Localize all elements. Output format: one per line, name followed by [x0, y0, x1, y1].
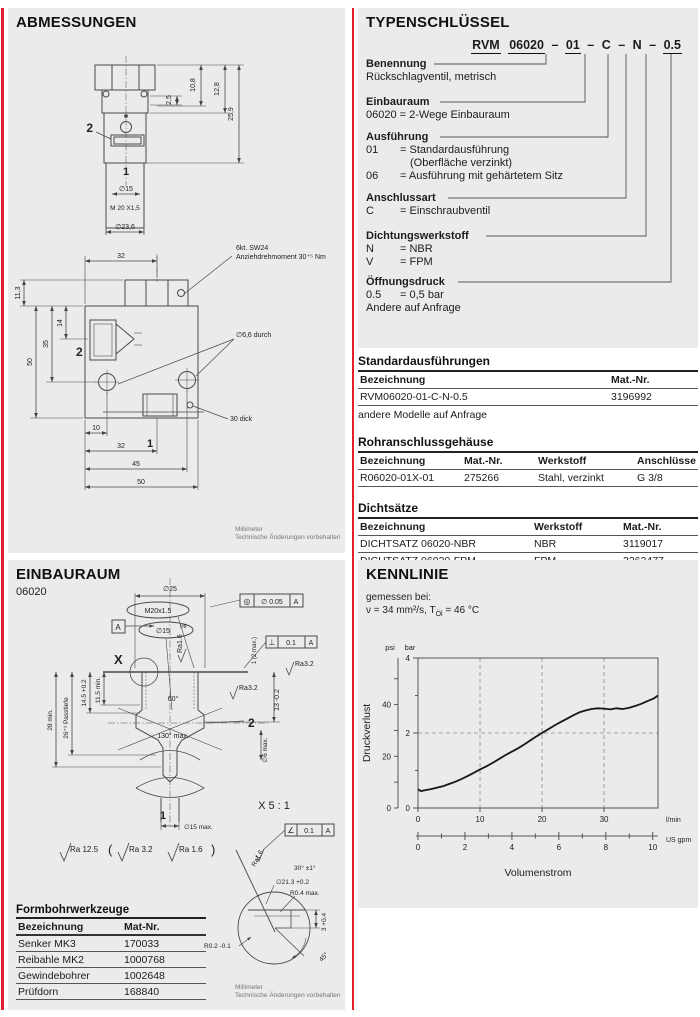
kennlinie-panel [358, 560, 698, 908]
center-accent-line [352, 8, 354, 1010]
einbauraum-subtitle: 06020 [16, 586, 47, 598]
test-conditions: ν = 34 mm²/s, $T_{Öl} = 46$ °C [366, 605, 480, 618]
svg-text:Anziehdrehmoment 30⁺⁵ Nm: Anziehdrehmoment 30⁺⁵ Nm [236, 254, 326, 261]
svg-text:10: 10 [648, 843, 658, 852]
svg-text:X: X [114, 652, 123, 667]
table-row: Senker MK3 170033 [16, 935, 206, 952]
valve-side-view-dims [86, 78, 235, 231]
svg-text:60°: 60° [167, 696, 179, 703]
svg-text:40: 40 [382, 700, 391, 710]
svg-text:0.1: 0.1 [286, 640, 296, 647]
svg-text:14: 14 [57, 319, 64, 327]
table-row: DICHTSATZ 06020-NBR NBR 3119017 [358, 536, 698, 553]
einbauraum-panel [8, 560, 345, 1010]
section-anschlussart: Anschlussart C = Einschraubventil [366, 192, 491, 217]
code-series: RVM [472, 38, 500, 52]
svg-text:∅15: ∅15 [119, 186, 133, 193]
kennlinie-title: KENNLINIE [366, 566, 449, 583]
svg-text:M20x1.5: M20x1.5 [144, 608, 172, 615]
bar-unit: bar [404, 643, 416, 652]
svg-text:30° ±1°: 30° ±1° [294, 865, 316, 872]
svg-text:13 -0.2: 13 -0.2 [274, 689, 281, 711]
svg-text:A: A [293, 599, 299, 606]
formbohrwerkzeuge-title: Formbohrwerkzeuge [16, 904, 206, 919]
svg-text:11,3: 11,3 [15, 286, 22, 300]
svg-text:30: 30 [599, 815, 609, 824]
svg-text:30 dick: 30 dick [230, 416, 253, 423]
svg-text:Ra 3.2: Ra 3.2 [129, 845, 153, 854]
svg-text:H8: H8 [180, 624, 187, 630]
svg-text:2,5: 2,5 [166, 95, 173, 105]
svg-text:35: 35 [43, 340, 50, 348]
svg-text:◎: ◎ [243, 597, 251, 606]
svg-text:2: 2 [248, 716, 255, 730]
svg-text:Ra1.6: Ra1.6 [177, 634, 184, 653]
svg-text:2: 2 [76, 345, 83, 359]
svg-text:4: 4 [509, 843, 515, 852]
svg-text:∅21.3 +0.2: ∅21.3 +0.2 [276, 879, 309, 886]
svg-text:1: 1 [159, 810, 166, 822]
svg-text:6kt. SW24: 6kt. SW24 [236, 245, 269, 252]
svg-text:Ra3.2: Ra3.2 [239, 685, 258, 692]
table-row: Gewindebohrer 1002648 [16, 968, 206, 984]
order-code: RVM 06020 – 01 – C – N – 0.5 [472, 38, 681, 52]
svg-text:25,9: 25,9 [228, 107, 235, 121]
svg-text:10: 10 [92, 425, 100, 432]
svg-text:A: A [308, 640, 314, 647]
svg-text:20: 20 [382, 752, 391, 762]
abmessungen-panel [8, 8, 345, 553]
standard-table-note: andere Modelle auf Anfrage [358, 409, 488, 421]
section-benennung: Benennung Rückschlagventil, metrisch [366, 58, 497, 83]
section-ausfuehrung: Ausführung 01 = Standardausführung (Oberfläche verzinkt) 06 = Ausführung mit gehärtetem Sitz [366, 131, 563, 182]
svg-text:0: 0 [405, 804, 410, 813]
svg-text:1: 1 [122, 166, 130, 178]
svg-text:2: 2 [405, 729, 410, 738]
formbohrwerkzeuge [16, 902, 206, 1000]
body-cross-section-dims [15, 245, 326, 486]
svg-text:Ra3.2: Ra3.2 [295, 661, 314, 668]
svg-text:28 min.: 28 min. [47, 709, 54, 731]
svg-text:50: 50 [137, 479, 145, 486]
y-axis-title: Druckverlust [361, 703, 373, 763]
svg-text:10: 10 [475, 815, 485, 824]
svg-text:X 5 : 1: X 5 : 1 [258, 800, 290, 812]
part-tables [358, 352, 698, 570]
svg-text:0: 0 [415, 843, 421, 852]
section-dichtungswerkstoff: Dichtungswerkstoff N = NBR V = FPM [366, 230, 469, 268]
svg-text:130° max.: 130° max. [157, 733, 189, 740]
svg-text:12,8: 12,8 [214, 82, 221, 96]
svg-text:Ra 12.5: Ra 12.5 [70, 845, 99, 854]
einbauraum-title: EINBAURAUM [16, 566, 121, 583]
svg-text:32: 32 [117, 253, 125, 260]
svg-text:32: 32 [117, 443, 125, 450]
svg-text:0: 0 [386, 804, 391, 813]
svg-text:8: 8 [603, 843, 609, 852]
table-row: Prüfdorn 168840 [16, 984, 206, 1000]
svg-text:0.1: 0.1 [304, 828, 314, 835]
dimension-drawings [8, 8, 345, 518]
standard-table-title: Standardausführungen [358, 354, 491, 368]
code-pressure: 0.5 [663, 38, 681, 52]
gpm-unit: US gpm [666, 837, 692, 844]
code-cavity: 06020 [509, 38, 544, 52]
svg-text:11.5 min.: 11.5 min. [95, 676, 102, 704]
lmin-unit: l/min [666, 817, 681, 824]
x-axis-title: Volumenstrom [504, 867, 572, 879]
dicht-table: Bezeichnung Werkstoff Mat.-Nr. DICHTSATZ 06020-NBR NBR 3119017 [358, 517, 698, 570]
svg-text:R0.4 max.: R0.4 max. [290, 890, 320, 897]
body-cross-section [20, 254, 234, 490]
svg-text:2: 2 [462, 843, 468, 852]
svg-text:Ra1.6: Ra1.6 [250, 849, 265, 868]
svg-text:1: 1 [147, 438, 154, 450]
svg-text:6: 6 [556, 843, 562, 852]
svg-text:26⁺¹ Passtiefe: 26⁺¹ Passtiefe [63, 697, 70, 739]
pressure-drop-curve [418, 696, 658, 792]
table-row: R06020-01X-01 275266 Stahl, verzinkt G 3/8 [358, 470, 698, 487]
svg-text:45°: 45° [318, 951, 330, 964]
svg-text:4: 4 [405, 654, 410, 663]
svg-text:0: 0 [415, 815, 421, 824]
svg-text:A: A [325, 828, 331, 835]
svg-text:2: 2 [86, 121, 93, 135]
section-oeffnungsdruck: Öffnungsdruck 0.5 = 0,5 bar Andere auf Anfrage [366, 276, 461, 314]
svg-text:(: ( [108, 842, 113, 857]
svg-text:Ra 1.6: Ra 1.6 [179, 845, 203, 854]
typenschluessel-panel [358, 8, 698, 348]
pressure-drop-chart [358, 626, 698, 898]
typenschluessel-title: TYPENSCHLÜSSEL [366, 14, 510, 31]
code-connection: C [601, 38, 611, 52]
svg-text:): ) [211, 842, 216, 857]
psi-unit: psi [385, 643, 395, 652]
abmessungen-footer: Millimeter Technische Änderungen vorbehalten [235, 526, 341, 542]
rohr-table: Bezeichnung Mat.-Nr. Werkstoff Anschlüsse R06020-01X-01 275266 Stahl, verzinkt G 3/8 [358, 451, 698, 487]
measured-at-label: gemessen bei: [366, 592, 432, 603]
formbohrwerkzeuge-table: Bezeichnung Mat-Nr. Senker MK3 170033 Reibahle MK2 1000768 Gewindebohrer 1002648 Prüfdorn 168840 [16, 919, 206, 1000]
code-seal: N [632, 38, 642, 52]
svg-text:∅23,6: ∅23,6 [115, 224, 135, 231]
standard-table: Bezeichnung Mat.-Nr. RVM06020-01-C-N-0.5 3196992 [358, 370, 698, 406]
svg-text:R0.2 -0.1: R0.2 -0.1 [204, 943, 231, 950]
rohr-table-title: Rohranschlussgehäuse [358, 435, 494, 449]
svg-text:50: 50 [27, 358, 34, 366]
svg-text:14.5 +0.2: 14.5 +0.2 [81, 679, 88, 707]
svg-text:∅ 0.05: ∅ 0.05 [261, 599, 283, 606]
svg-text:∠: ∠ [287, 826, 295, 835]
svg-text:10,8: 10,8 [190, 78, 197, 92]
svg-text:∅6,6 durch: ∅6,6 durch [236, 332, 272, 339]
code-version: 01 [565, 38, 580, 52]
svg-text:∅25: ∅25 [163, 586, 177, 593]
svg-text:⊥: ⊥ [268, 638, 276, 647]
section-einbauraum: Einbauraum 06020 = 2-Wege Einbauraum [366, 96, 510, 121]
abmessungen-title: ABMESSUNGEN [16, 14, 137, 31]
einbauraum-footer: Millimeter Technische Änderungen vorbehalten [235, 984, 341, 1000]
svg-text:3 +0.4: 3 +0.4 [321, 912, 328, 932]
svg-text:45: 45 [132, 461, 140, 468]
svg-text:A: A [115, 623, 121, 632]
svg-text:∅6 max.: ∅6 max. [262, 737, 269, 763]
table-row: RVM06020-01-C-N-0.5 3196992 [358, 389, 698, 406]
dicht-table-title: Dichtsätze [358, 501, 419, 515]
svg-text:∅15: ∅15 [156, 628, 170, 635]
svg-text:1 (2 max.): 1 (2 max.) [252, 636, 258, 664]
svg-text:M 20 X1,5: M 20 X1,5 [110, 205, 140, 212]
left-accent-line [1, 8, 4, 1010]
table-row: Reibahle MK2 1000768 [16, 952, 206, 968]
svg-text:20: 20 [537, 815, 547, 824]
svg-text:∅15 max.: ∅15 max. [184, 824, 213, 831]
